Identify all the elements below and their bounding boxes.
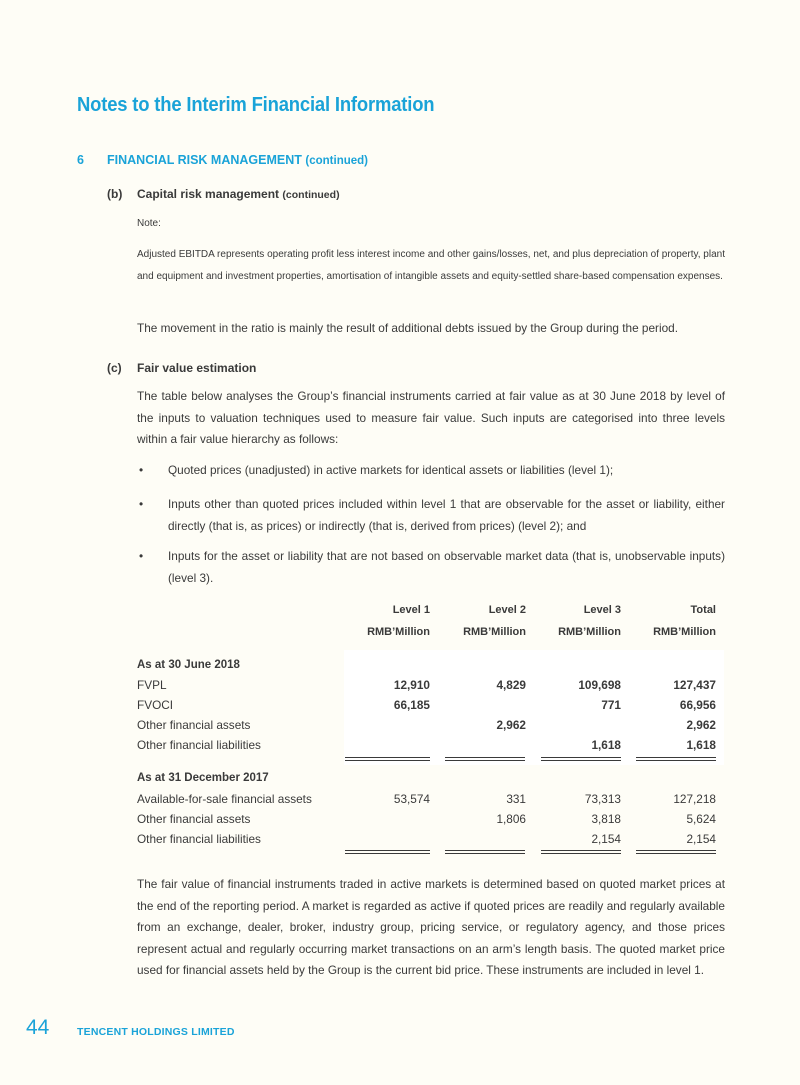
closing-paragraph: The fair value of financial instruments traded in active markets is determined based on quoted market prices at the end of the reporting period. A market is regarded as active if quoted prices are readily and regularly available from an exchange, dealer, broker, industry group, pricing service, or regulatory agency, and those prices represent actual and regularly occurring market transactions on an arm’s length basis. The quoted market price used for financial assets held by the Group is the current bid price. These instruments are included in level 1.	[137, 877, 725, 977]
col-unit-level3: RMB’Million	[558, 626, 621, 638]
cell-level1: 53,574	[393, 792, 430, 806]
bullet-text: Quoted prices (unadjusted) in active markets for identical assets or liabilities (level 1);	[168, 463, 614, 477]
table-section-heading-2018: As at 30 June 2018	[137, 659, 240, 671]
table-row	[137, 812, 727, 832]
cell-level2: 331	[506, 792, 526, 806]
bullet-dot: •	[139, 463, 144, 477]
page-number: 44	[26, 1016, 50, 1039]
cell-total: 127,437	[673, 678, 716, 692]
row-label: Other financial liabilities	[137, 738, 261, 752]
table-row	[137, 718, 727, 738]
subsection-c-label: (c)	[107, 361, 122, 375]
cell-total: 5,624	[686, 812, 716, 826]
cell-total: 2,154	[686, 832, 716, 846]
cell-level2: 4,829	[496, 678, 526, 692]
subsection-b-label: (b)	[107, 187, 123, 201]
col-unit-level2: RMB’Million	[463, 626, 526, 638]
section-title-wrap	[107, 153, 368, 167]
bullet-dot: •	[139, 549, 144, 563]
cell-level3: 771	[601, 698, 621, 712]
col-header-total: Total	[690, 604, 716, 616]
subsection-c-title: Fair value estimation	[137, 361, 257, 375]
bullet-level-2	[137, 494, 725, 537]
row-label: FVOCI	[137, 698, 174, 712]
footer-company: TENCENT HOLDINGS LIMITED	[77, 1026, 235, 1038]
cell-level3: 2,154	[591, 832, 621, 846]
col-header-level2: Level 2	[488, 604, 526, 616]
total-rule	[445, 850, 525, 854]
bullet-level-1	[137, 460, 725, 482]
cell-level3: 109,698	[578, 678, 621, 692]
cell-total: 66,956	[679, 698, 716, 712]
table-section-heading-2017: As at 31 December 2017	[137, 772, 269, 784]
total-rule	[445, 757, 525, 761]
table-row	[137, 738, 727, 758]
movement-text: The movement in the ratio is mainly the result of additional debts issued by the Group during the period.	[137, 321, 678, 335]
cell-level3: 73,313	[584, 792, 621, 806]
subsection-b-continued: (continued)	[282, 189, 340, 201]
cell-level3: 1,618	[591, 738, 621, 752]
total-rule	[345, 850, 430, 854]
row-label: Available-for-sale financial assets	[137, 792, 312, 806]
row-label: FVPL	[137, 678, 167, 692]
subsection-b-title: Capital risk management	[137, 187, 280, 201]
subsection-b-title-wrap	[137, 187, 340, 201]
table-row	[137, 792, 727, 812]
total-rule	[636, 850, 716, 854]
page-title: Notes to the Interim Financial Information	[77, 93, 435, 116]
table-row	[137, 678, 727, 698]
table-row	[137, 832, 727, 852]
cell-level2: 1,806	[496, 812, 526, 826]
col-unit-level1: RMB’Million	[367, 626, 430, 638]
bullet-text: Inputs for the asset or liability that are not based on observable market data (that is, unobservable inputs) (level 3).	[168, 549, 725, 585]
cell-level2: 2,962	[496, 718, 526, 732]
row-label: Other financial liabilities	[137, 832, 261, 846]
table-row	[137, 698, 727, 718]
section-number: 6	[77, 153, 84, 167]
cell-total: 2,962	[686, 718, 716, 732]
section-continued: (continued)	[305, 155, 368, 167]
fair-value-intro: The table below analyses the Group’s financial instruments carried at fair value as at 30 June 2018 by level of the inputs to valuation techniques used to measure fair value. Such inputs are categorised into three levels within a fair value hierarchy as follows:	[137, 389, 725, 446]
cell-total: 127,218	[673, 792, 716, 806]
total-rule	[541, 757, 621, 761]
total-rule	[541, 850, 621, 854]
cell-level1: 12,910	[393, 678, 430, 692]
cell-level3: 3,818	[591, 812, 621, 826]
bullet-dot: •	[139, 497, 144, 511]
bullet-level-3	[137, 546, 725, 589]
total-rule	[636, 757, 716, 761]
row-label: Other financial assets	[137, 718, 251, 732]
col-header-level1: Level 1	[392, 604, 430, 616]
section-title: FINANCIAL RISK MANAGEMENT	[107, 153, 302, 167]
cell-total: 1,618	[686, 738, 716, 752]
col-header-level3: Level 3	[583, 604, 621, 616]
cell-level1: 66,185	[393, 698, 430, 712]
bullet-text: Inputs other than quoted prices included within level 1 that are observable for the asset or liability, either directly (that is, as prices) or indirectly (that is, derived from prices) (level 2); and	[168, 497, 725, 533]
total-rule	[345, 757, 430, 761]
row-label: Other financial assets	[137, 812, 251, 826]
note-label: Note:	[137, 218, 161, 229]
col-unit-total: RMB’Million	[653, 626, 716, 638]
note-text: Adjusted EBITDA represents operating profit less interest income and other gains/losses, net, and plus depreciation of property, plant and equipment and investment properties, amortisation of intangible assets and equity-settled share-based compensation expenses.	[137, 249, 725, 282]
